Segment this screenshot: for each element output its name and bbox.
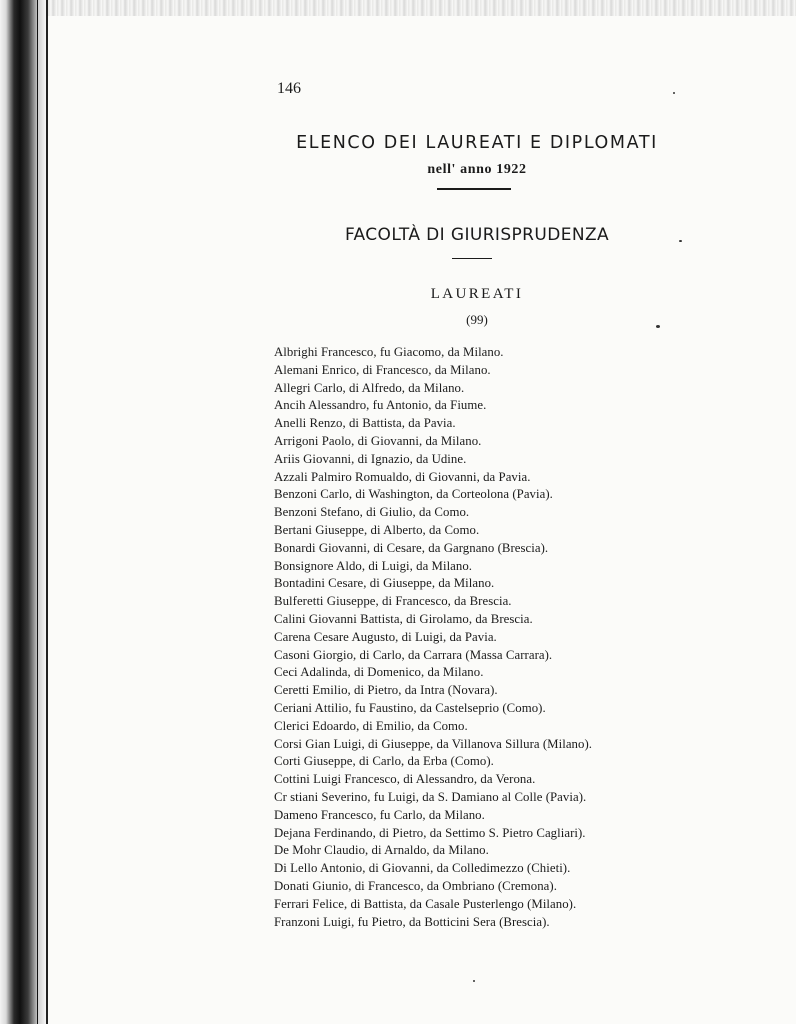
list-item: Ancih Alessandro, fu Antonio, da Fiume.: [274, 398, 487, 413]
list-item: Cr stiani Severino, fu Luigi, da S. Damiano al Colle (Pavia).: [274, 789, 587, 804]
list-item: Bonsignore Aldo, di Luigi, da Milano.: [274, 558, 473, 573]
list-item: Bulferetti Giuseppe, di Francesco, da Brescia.: [274, 594, 512, 609]
list-item: De Mohr Claudio, di Arnaldo, da Milano.: [274, 843, 489, 858]
list-item: Dejana Ferdinando, di Pietro, da Settimo S. Pietro Cagliari).: [274, 825, 586, 840]
scan-speck: [673, 92, 675, 94]
list-item: Di Lello Antonio, di Giovanni, da Colledimezzo (Chieti).: [274, 861, 571, 876]
list-item: Dameno Francesco, fu Carlo, da Milano.: [274, 807, 485, 822]
list-item: Corti Giuseppe, di Carlo, da Erba (Como).: [274, 754, 494, 769]
list-item: Calini Giovanni Battista, di Girolamo, da Brescia.: [274, 611, 533, 626]
binding-shadow-line: [37, 0, 38, 1024]
list-item: Ceriani Attilio, fu Faustino, da Castelseprio (Como).: [274, 700, 546, 715]
section-title: LAUREATI: [430, 286, 524, 302]
scan-noise-top: [48, 0, 796, 16]
list-item: Casoni Giorgio, di Carlo, da Carrara (Massa Carrara).: [274, 647, 553, 662]
divider-rule: [452, 258, 492, 259]
book-binding-edge: [0, 0, 46, 1024]
main-title: ELENCO DEI LAUREATI E DIPLOMATI: [296, 133, 658, 153]
list-item: Ceci Adalinda, di Domenico, da Milano.: [274, 665, 484, 680]
list-item: Benzoni Stefano, di Giulio, da Como.: [274, 505, 470, 520]
list-item: Benzoni Carlo, di Washington, da Corteolona (Pavia).: [274, 487, 553, 502]
list-item: Carena Cesare Augusto, di Luigi, da Pavia.: [274, 629, 497, 644]
faculty-title: FACOLTÀ DI GIURISPRUDENZA: [344, 225, 610, 245]
list-item: Ceretti Emilio, di Pietro, da Intra (Novara).: [274, 683, 498, 698]
page-number: 146: [277, 80, 301, 97]
list-item: Franzoni Luigi, fu Pietro, da Botticini Sera (Brescia).: [274, 914, 550, 929]
list-item: Anelli Renzo, di Battista, da Pavia.: [274, 416, 456, 431]
list-item: Cottini Luigi Francesco, di Alessandro, da Verona.: [274, 772, 536, 787]
list-item: Albrighi Francesco, fu Giacomo, da Milano.: [274, 345, 504, 359]
graduates-list: [274, 344, 774, 931]
section-count: (99): [466, 312, 488, 327]
divider-rule: [437, 188, 511, 190]
list-item: Clerici Edoardo, di Emilio, da Como.: [274, 718, 468, 733]
list-item: Allegri Carlo, di Alfredo, da Milano.: [274, 380, 465, 395]
scan-speck: [679, 240, 682, 242]
binding-edge-line: [46, 0, 48, 1024]
list-item: Arrigoni Paolo, di Giovanni, da Milano.: [274, 433, 482, 448]
year-subtitle: nell' anno 1922: [427, 162, 527, 177]
list-item: Bontadini Cesare, di Giuseppe, da Milano.: [274, 576, 495, 591]
list-item: Alemani Enrico, di Francesco, da Milano.: [274, 362, 491, 377]
list-item: Ariis Giovanni, di Ignazio, da Udine.: [274, 451, 467, 466]
list-item: Ferrari Felice, di Battista, da Casale Pusterlengo (Milano).: [274, 896, 577, 911]
scan-speck: [656, 325, 660, 328]
list-item: Donati Giunio, di Francesco, da Ombriano (Cremona).: [274, 878, 557, 893]
list-item: Corsi Gian Luigi, di Giuseppe, da Villanova Sillura (Milano).: [274, 736, 593, 751]
scan-speck: [473, 980, 475, 982]
list-item: Bonardi Giovanni, di Cesare, da Gargnano (Brescia).: [274, 540, 549, 555]
list-item: Azzali Palmiro Romualdo, di Giovanni, da Pavia.: [274, 469, 531, 484]
list-item: Bertani Giuseppe, di Alberto, da Como.: [274, 522, 480, 537]
